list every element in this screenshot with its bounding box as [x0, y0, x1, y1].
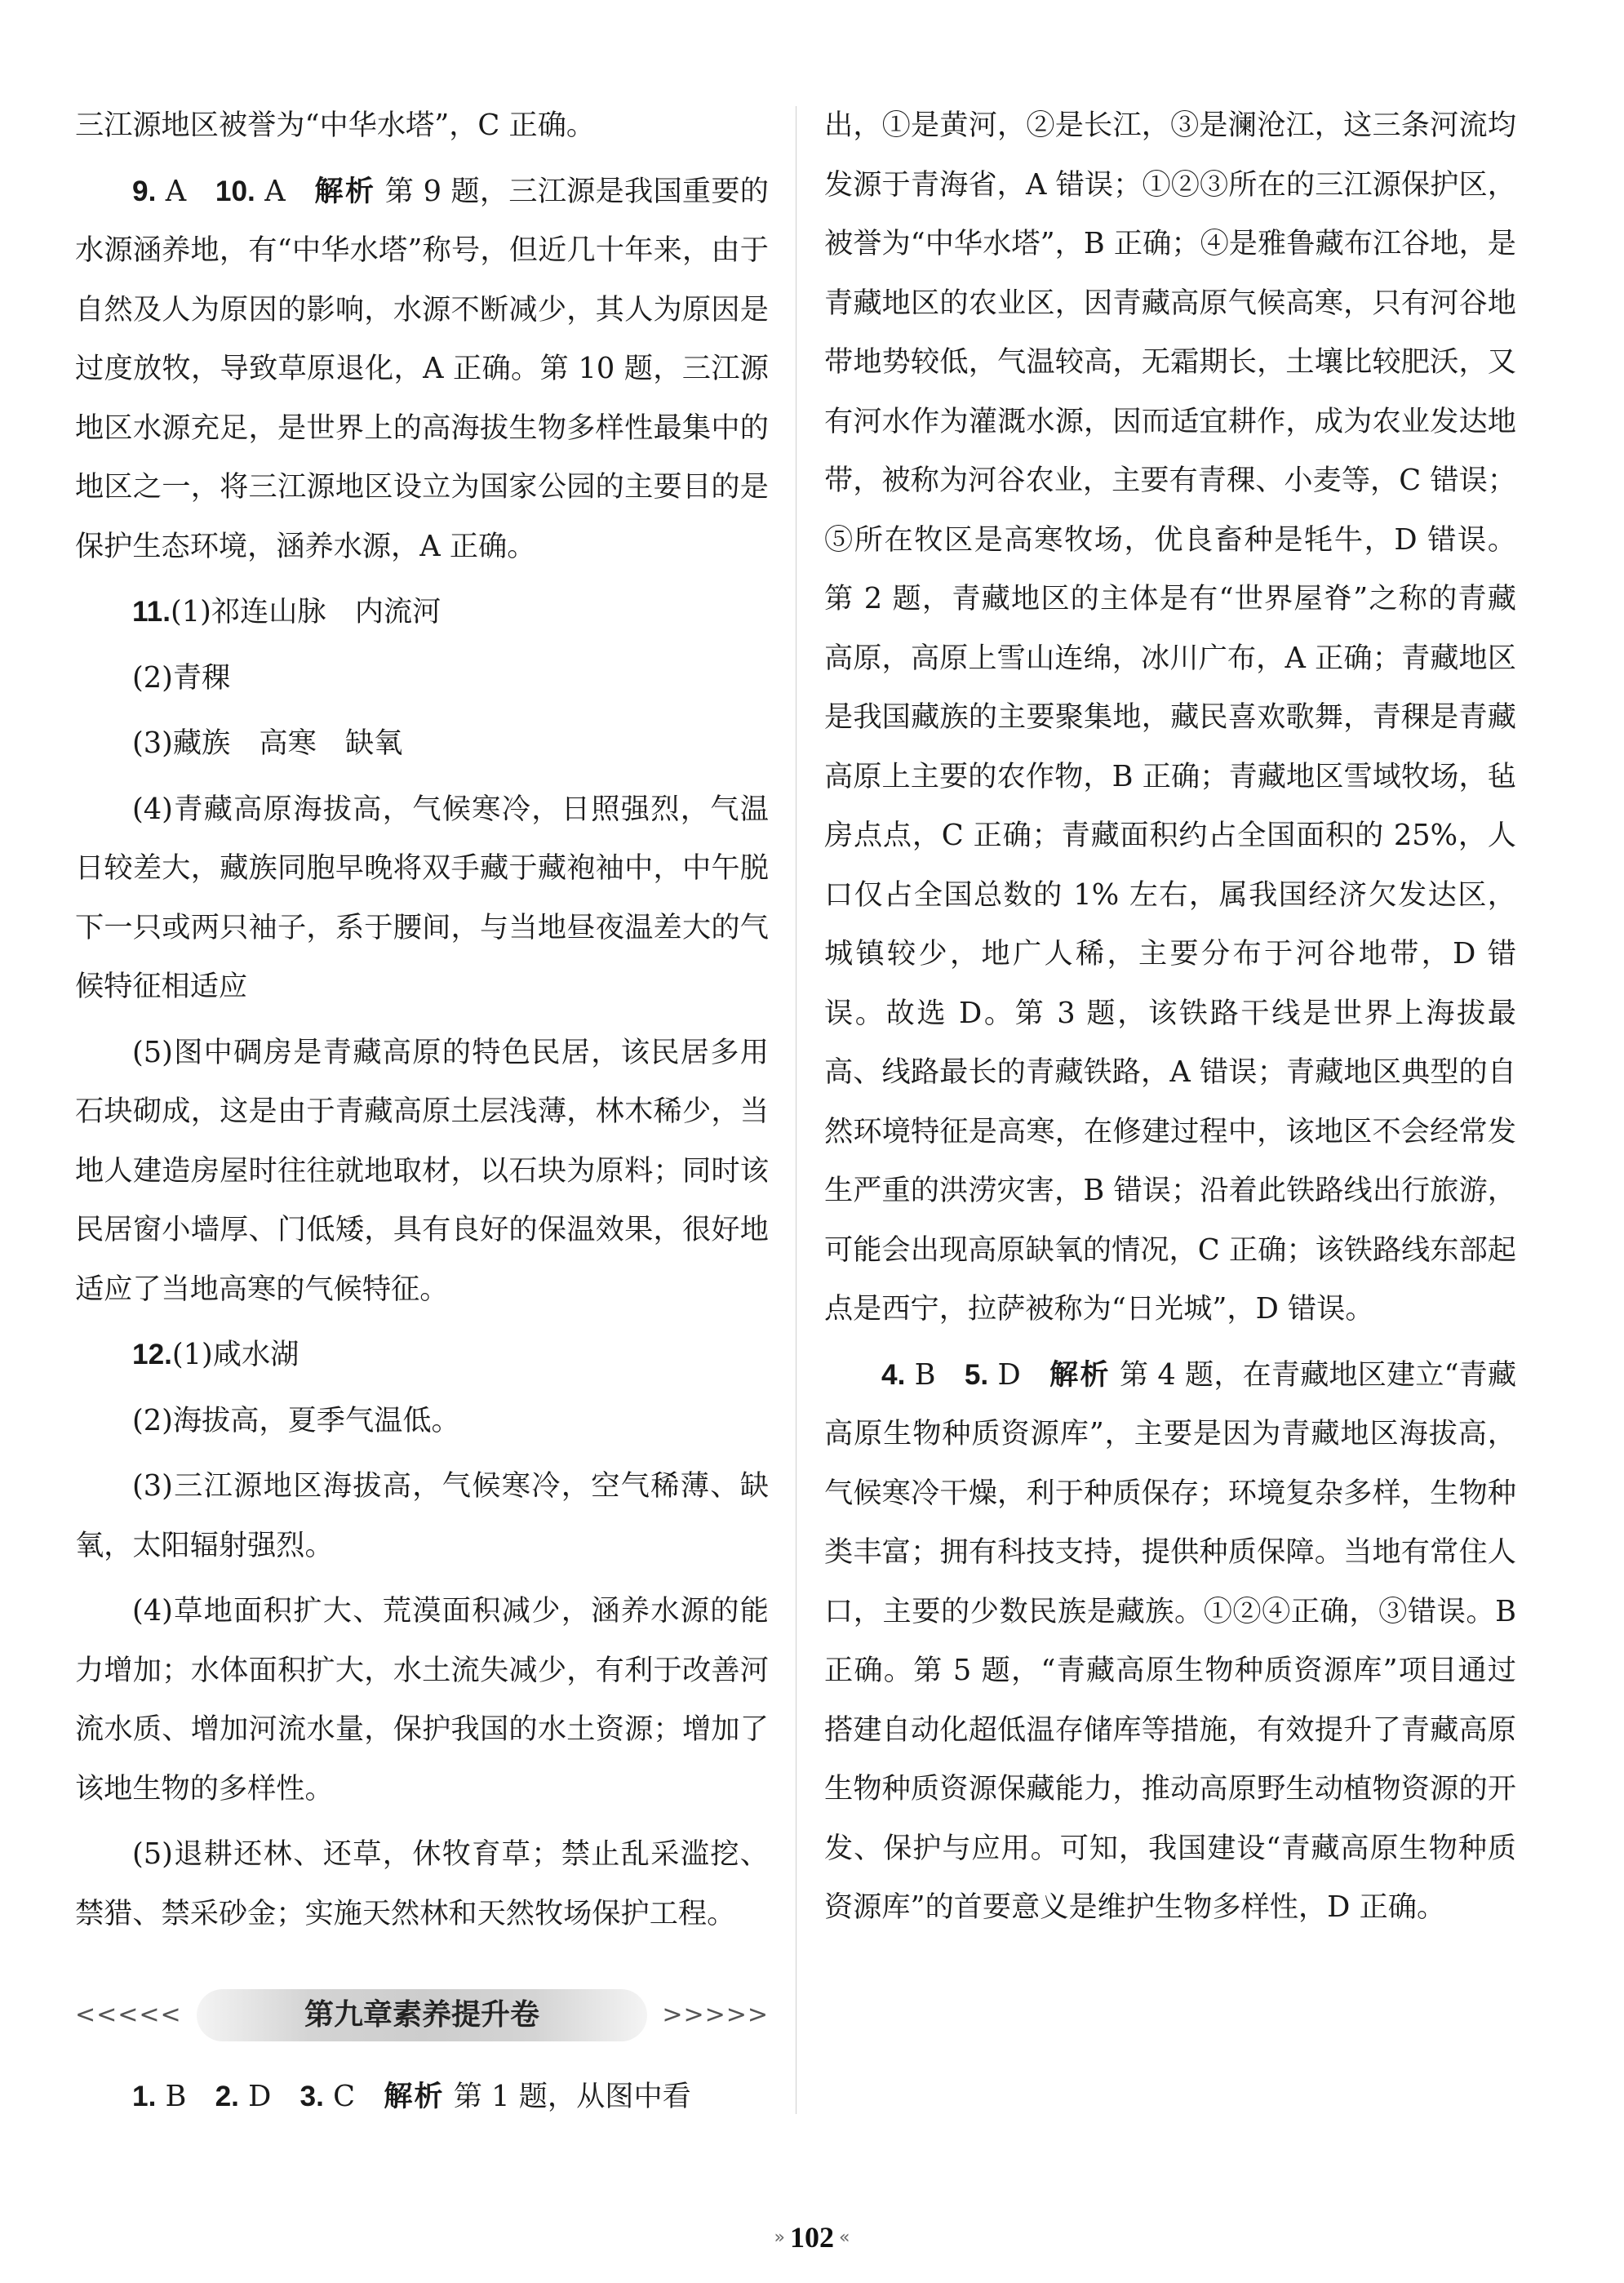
answer-q12-4: (4)草地面积扩大、荒漠面积减少，涵养水源的能力增加；水体面积扩大，水土流失减少，有利于改善河流水质、增加河流水量，保护我国的水土资源；增加了该地生物的多样性。 — [75, 1594, 769, 1806]
page-number: 102 — [790, 2221, 834, 2254]
answer-q12-5: (5)退耕还林、还草，休牧育草；禁止乱采滥挖、禁猎、禁采砂金；实施天然林和天然牧场保护工程。 — [75, 1837, 769, 1930]
question-number: 4. — [881, 1358, 906, 1391]
question-number: 10. — [215, 175, 255, 207]
answer-letter: D — [988, 1357, 1050, 1392]
page-footer — [0, 2220, 1624, 2254]
question-number: 2. — [215, 2081, 239, 2112]
analysis-label: 解析 — [1049, 1358, 1111, 1391]
analysis-label: 解析 — [384, 2081, 445, 2112]
answer-q12-1 — [75, 1326, 769, 1385]
section-title: 第九章素养提升卷 — [304, 1997, 539, 2032]
answer-q11-1 — [75, 583, 769, 642]
answer-q11-2: (2)青稞 — [132, 660, 231, 695]
answer-letter: B — [905, 1357, 965, 1392]
right-column — [824, 96, 1516, 1938]
analysis-text: 第 4 题，在青藏地区建立“青藏高原生物种质资源库”，主要是因为青藏地区海拔高，气候寒冷干燥，利于种质保存；环境复杂多样，生物种类丰富；拥有科技支持，提供种质保障。当地有常住人口，主要的少数民族是藏族。①②④正确，③错误。B 正确。第 5 题，“青藏高原生物种质资源库”项目通过搭建自动化超低温存储库等措施，有效提升了青藏高原生物种质资源保藏能力，推动高原野生动植物资源的开发、保护与应用。可知，我国建设“青藏高原生物种质资源库”的首要意义是维护生物多样性，D 正确。 — [824, 1357, 1517, 1924]
answer-letter: D — [238, 2080, 300, 2113]
section-title-banner — [197, 1989, 648, 2041]
question-number: 12. — [132, 1339, 172, 1370]
question-number: 9. — [132, 175, 157, 207]
analysis-continued: 出，①是黄河，②是长江，③是澜沧江，这三条河流均发源于青海省，A 错误；①②③所在的三江源保护区，被誉为“中华水塔”，B 正确；④是雅鲁藏布江谷地，是青藏地区的农业区，因青藏高原气候高寒，只有河谷地带地势较低，气温较高，无霜期长，土壤比较肥沃，又有河水作为灌溉水源，因而适宜耕作，成为农业发达地带，被称为河谷农业，主要有青稞、小麦等，C 错误；⑤所在牧区是高寒牧场，优良畜种是牦牛，D 错误。第 2 题，青藏地区的主体是有“世界屋脊”之称的青藏高原，高原上雪山连绵，冰川广布，A 正确；青藏地区是我国藏族的主要聚集地，藏民喜欢歌舞，青稞是青藏高原上主要的农作物，B 正确；青藏地区雪域牧场，毡房点点，C 正确；青藏面积约占全国面积的 25%，人口仅占全国总数的 1% 左右，属我国经济欠发达区，城镇较少，地广人稀，主要分布于河谷地带，D 错误。故选 D。第 3 题，该铁路干线是世界上海拔最高、线路最长的青藏铁路，A 错误；青藏地区典型的自然环境特征是高寒，在修建过程中，该地区不会经常发生严重的洪涝灾害，B 错误；沿着此铁路线出行旅游，可能会出现高原缺氧的情况，C 正确；该铁路线东部起点是西宁，拉萨被称为“日光城”，D 错误。 — [824, 109, 1516, 1326]
answer-q11-3: (3)藏族 高寒 缺氧 — [132, 726, 403, 760]
analysis-text: 第 9 题，三江源是我国重要的水源涵养地，有“中华水塔”称号，但近几十年来，由于自然及人为原因的影响，水源不断减少，其人为原因是过度放牧，导致草原退化，A 正确。第 10 题，三江源地区水源充足，是世界上的高海拔生物多样性最集中的地区之一，将三江源地区设立为国家公园的主要目的是保护生态环境，涵养水源，A 正确。 — [75, 174, 769, 563]
left-column — [75, 96, 769, 2127]
footer-right-mark: « — [839, 2227, 850, 2248]
left-arrows-decoration: <<<<< — [75, 2000, 182, 2029]
answer-letter: C — [323, 2080, 384, 2113]
answer-letter: B — [156, 2080, 215, 2113]
analysis-text: 第 1 题，从图中看 — [444, 2080, 691, 2113]
section-header — [75, 1986, 769, 2045]
question-number: 5. — [964, 1358, 989, 1391]
right-arrows-decoration: >>>>> — [662, 2000, 769, 2029]
answer-q9-10 — [75, 162, 769, 577]
question-number: 1. — [132, 2081, 157, 2112]
footer-left-mark: » — [774, 2227, 785, 2248]
question-number: 3. — [300, 2081, 324, 2112]
question-number: 11. — [132, 596, 171, 628]
answer-letter: A — [156, 174, 215, 208]
answer-text: (1)祁连山脉 内流河 — [170, 595, 441, 628]
answer-q11-5: (5)图中碉房是青藏高原的特色民居，该民居多用石块砌成，这是由于青藏高原土层浅薄，林木稀少，当地人建造房屋时往往就地取材，以石块为原料；同时该民居窗小墙厚、门低矮，具有良好的保温效果，很好地适应了当地高寒的气候特征。 — [75, 1035, 769, 1306]
answer-q4-5 — [824, 1346, 1516, 1938]
answer-letter: A — [255, 174, 315, 208]
answer-text: (1)咸水湖 — [171, 1338, 300, 1371]
answer-q12-2: (2)海拔高，夏季气温低。 — [132, 1403, 460, 1437]
analysis-label: 解析 — [314, 175, 376, 207]
answer-q12-3: (3)三江源地区海拔高，气候寒冷，空气稀薄、缺氧，太阳辐射强烈。 — [75, 1469, 769, 1562]
answer-q1-3 — [75, 2068, 769, 2127]
paragraph-continued: 三江源地区被誉为“中华水塔”，C 正确。 — [75, 109, 596, 142]
answer-q11-4: (4)青藏高原海拔高，气候寒冷，日照强烈，气温日较差大，藏族同胞早晚将双手藏于藏袍袖中，中午脱下一只或两只袖子，系于腰间，与当地昼夜温差大的气候特征相适应 — [75, 792, 769, 1003]
